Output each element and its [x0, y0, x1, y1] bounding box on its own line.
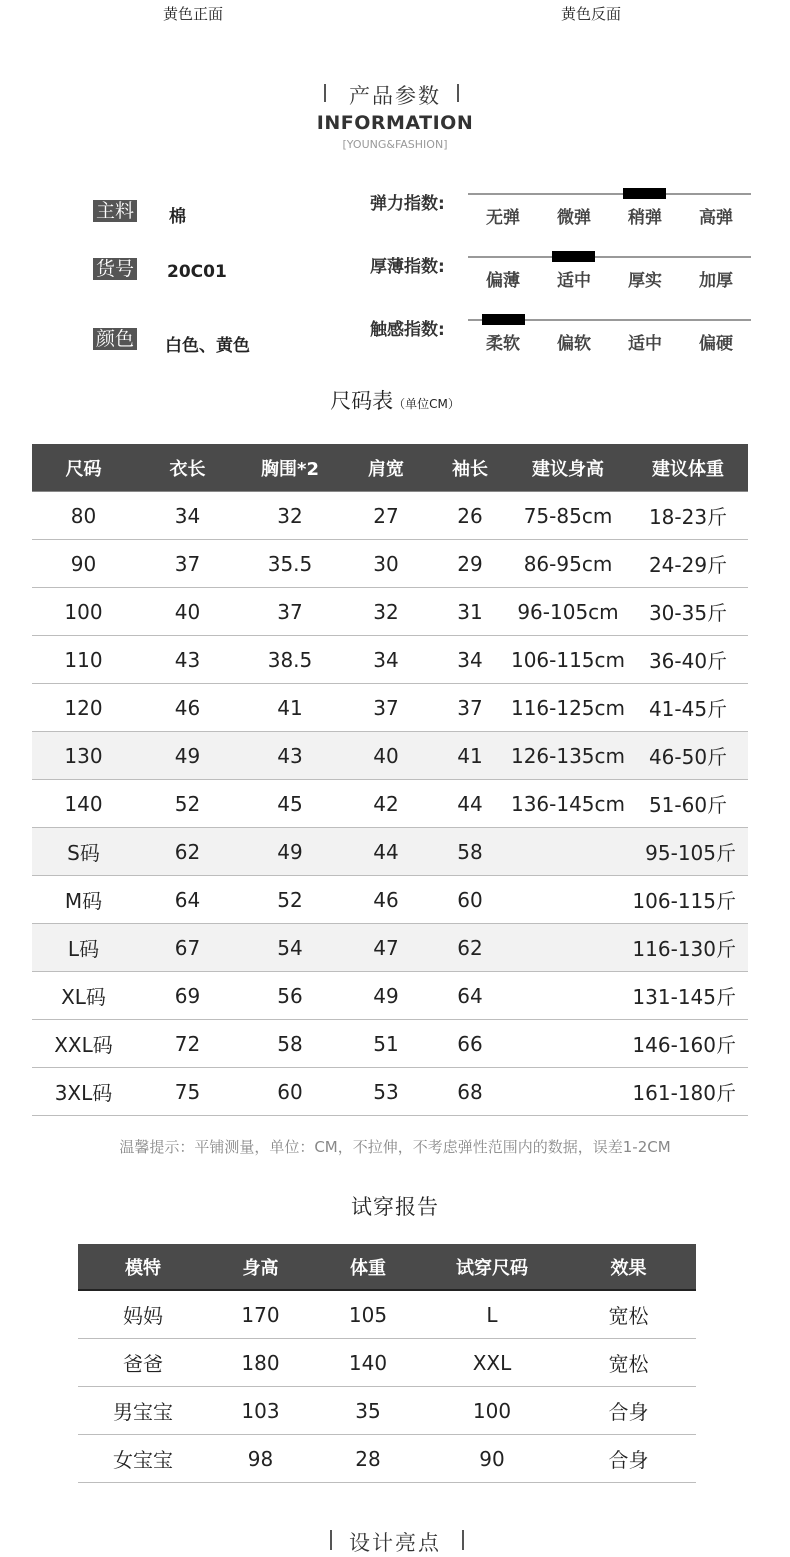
table-row: [32, 1068, 748, 1116]
table-cell: 56: [240, 972, 340, 1020]
table-cell: 51-60斤: [628, 780, 748, 828]
info-title: 产品参数: [349, 84, 441, 108]
table-cell: 100: [423, 1387, 561, 1435]
scale-option: 偏薄: [486, 271, 520, 291]
column-header: 建议体重: [628, 444, 748, 492]
table-cell: XXL: [423, 1339, 561, 1387]
table-cell: 60: [240, 1068, 340, 1116]
table-cell: 49: [240, 828, 340, 876]
table-cell: 110: [32, 636, 135, 684]
table-cell: 44: [432, 780, 508, 828]
table-row: [32, 540, 748, 588]
scale-option: 厚实: [628, 271, 662, 291]
table-cell: 120: [32, 684, 135, 732]
info-tagline: [YOUNG&FASHION]: [342, 138, 448, 151]
table-row: [32, 972, 748, 1020]
size-table-header: [32, 444, 748, 492]
table-cell: 34: [432, 636, 508, 684]
table-cell: 180: [208, 1339, 313, 1387]
table-row: [78, 1290, 696, 1339]
spec-label: 货号: [93, 258, 137, 280]
table-row: [78, 1387, 696, 1435]
scale-option: 偏软: [557, 334, 591, 354]
table-cell: 合身: [561, 1435, 696, 1483]
table-cell: 34: [135, 492, 240, 540]
info-subtitle: INFORMATION: [316, 112, 474, 134]
table-cell: 58: [432, 828, 508, 876]
table-cell: 86-95cm: [508, 540, 628, 588]
table-cell: 28: [313, 1435, 423, 1483]
table-cell: 62: [432, 924, 508, 972]
table-cell: 116-130斤: [508, 924, 748, 972]
table-cell: 106-115cm: [508, 636, 628, 684]
spec-value: 白色、黄色: [165, 336, 250, 356]
table-cell: 37: [432, 684, 508, 732]
table-cell: 68: [432, 1068, 508, 1116]
table-cell: 37: [135, 540, 240, 588]
table-cell: 男宝宝: [78, 1387, 208, 1435]
table-cell: 41-45斤: [628, 684, 748, 732]
table-cell: 58: [240, 1020, 340, 1068]
table-cell: 38.5: [240, 636, 340, 684]
table-cell: 62: [135, 828, 240, 876]
table-cell: 51: [340, 1020, 432, 1068]
thickness-marker: [552, 251, 595, 262]
table-cell: 49: [135, 732, 240, 780]
spec-value: 棉: [169, 207, 186, 227]
table-cell: 75: [135, 1068, 240, 1116]
table-cell: 37: [240, 588, 340, 636]
table-cell: 146-160斤: [508, 1020, 748, 1068]
table-cell: 44: [340, 828, 432, 876]
table-cell: 宽松: [561, 1339, 696, 1387]
spec-value: 20C01: [167, 262, 227, 282]
table-cell: 34: [340, 636, 432, 684]
table-cell: 64: [432, 972, 508, 1020]
table-cell: 30-35斤: [628, 588, 748, 636]
table-cell: 31: [432, 588, 508, 636]
scale-line: [468, 256, 751, 258]
table-cell: 36-40斤: [628, 636, 748, 684]
column-header: 建议身高: [508, 444, 628, 492]
table-cell: 66: [432, 1020, 508, 1068]
table-cell: XXL码: [32, 1020, 135, 1068]
table-cell: 46: [340, 876, 432, 924]
table-cell: 52: [135, 780, 240, 828]
table-cell: 96-105cm: [508, 588, 628, 636]
try-report-title: 试穿报告: [351, 1195, 439, 1219]
table-cell: 43: [240, 732, 340, 780]
scale-option: 微弹: [557, 208, 591, 228]
table-cell: 52: [240, 876, 340, 924]
size-table: [32, 444, 748, 1116]
table-cell: M码: [32, 876, 135, 924]
elasticity-marker: [623, 188, 666, 199]
column-header: 模特: [78, 1244, 208, 1290]
table-cell: 116-125cm: [508, 684, 628, 732]
column-header: 袖长: [432, 444, 508, 492]
table-row: [78, 1339, 696, 1387]
design-title: 设计亮点: [349, 1531, 441, 1555]
table-cell: 161-180斤: [508, 1068, 748, 1116]
table-cell: 42: [340, 780, 432, 828]
table-cell: 69: [135, 972, 240, 1020]
spec-item: [93, 257, 137, 282]
table-cell: 130: [32, 732, 135, 780]
spec-label: 主料: [93, 200, 137, 222]
try-table-header: [78, 1244, 696, 1290]
table-cell: 43: [135, 636, 240, 684]
try-table: [78, 1244, 696, 1483]
table-row: [32, 684, 748, 732]
table-cell: 98: [208, 1435, 313, 1483]
table-cell: 37: [340, 684, 432, 732]
table-cell: 29: [432, 540, 508, 588]
table-cell: 140: [313, 1339, 423, 1387]
column-header: 肩宽: [340, 444, 432, 492]
table-cell: 40: [135, 588, 240, 636]
table-cell: 95-105斤: [508, 828, 748, 876]
column-header: 试穿尺码: [423, 1244, 561, 1290]
spec-item: [93, 199, 137, 224]
table-cell: 100: [32, 588, 135, 636]
size-chart-heading: 尺码表: [330, 389, 394, 413]
table-cell: 宽松: [561, 1290, 696, 1339]
column-header: 身高: [208, 1244, 313, 1290]
table-cell: 90: [423, 1435, 561, 1483]
table-cell: 90: [32, 540, 135, 588]
table-cell: 54: [240, 924, 340, 972]
table-row: [32, 780, 748, 828]
table-cell: L码: [32, 924, 135, 972]
table-cell: 60: [432, 876, 508, 924]
table-cell: 64: [135, 876, 240, 924]
table-cell: 140: [32, 780, 135, 828]
scale-option: 高弹: [699, 208, 733, 228]
column-header: 尺码: [32, 444, 135, 492]
thickness-label: 厚薄指数:: [370, 257, 445, 277]
scale-option: 无弹: [486, 208, 520, 228]
column-header: 效果: [561, 1244, 696, 1290]
table-cell: 41: [432, 732, 508, 780]
table-cell: 41: [240, 684, 340, 732]
table-row: [32, 492, 748, 540]
table-cell: 103: [208, 1387, 313, 1435]
table-cell: 32: [340, 588, 432, 636]
table-cell: 106-115斤: [508, 876, 748, 924]
title-bar-right: [457, 84, 459, 102]
table-cell: 105: [313, 1290, 423, 1339]
table-cell: 合身: [561, 1387, 696, 1435]
spec-item: [93, 327, 137, 352]
scale-line: [468, 193, 751, 195]
elasticity-label: 弹力指数:: [370, 194, 445, 214]
spec-label: 颜色: [93, 328, 137, 350]
back-caption: 黄色反面: [561, 5, 622, 23]
size-chart-unit: （单位CM）: [393, 397, 460, 411]
table-row: [32, 732, 748, 780]
table-cell: 26: [432, 492, 508, 540]
title-bar-right: [462, 1530, 464, 1550]
column-header: 衣长: [135, 444, 240, 492]
table-cell: 170: [208, 1290, 313, 1339]
table-cell: 67: [135, 924, 240, 972]
scale-option: 适中: [557, 271, 591, 291]
table-cell: 30: [340, 540, 432, 588]
table-cell: L: [423, 1290, 561, 1339]
touch-label: 触感指数:: [370, 320, 445, 340]
table-cell: 131-145斤: [508, 972, 748, 1020]
front-caption: 黄色正面: [163, 5, 224, 23]
table-cell: 53: [340, 1068, 432, 1116]
table-cell: 32: [240, 492, 340, 540]
table-cell: 爸爸: [78, 1339, 208, 1387]
table-cell: 35.5: [240, 540, 340, 588]
touch-marker: [482, 314, 525, 325]
table-cell: 35: [313, 1387, 423, 1435]
table-row: [78, 1435, 696, 1483]
table-row: [32, 924, 748, 972]
table-row: [32, 876, 748, 924]
table-cell: 46: [135, 684, 240, 732]
table-cell: 72: [135, 1020, 240, 1068]
table-row: [32, 588, 748, 636]
scale-option: 稍弹: [628, 208, 662, 228]
table-cell: 49: [340, 972, 432, 1020]
table-cell: XL码: [32, 972, 135, 1020]
column-header: 体重: [313, 1244, 423, 1290]
size-chart-title: [0, 385, 790, 415]
table-cell: S码: [32, 828, 135, 876]
scale-option: 柔软: [486, 334, 520, 354]
table-row: [32, 1020, 748, 1068]
size-note: 温馨提示：平铺测量，单位：CM，不拉伸，不考虑弹性范围内的数据，误差1-2CM: [119, 1138, 671, 1156]
table-cell: 3XL码: [32, 1068, 135, 1116]
table-cell: 27: [340, 492, 432, 540]
table-row: [32, 636, 748, 684]
column-header: 胸围*2: [240, 444, 340, 492]
table-cell: 18-23斤: [628, 492, 748, 540]
table-cell: 24-29斤: [628, 540, 748, 588]
table-cell: 45: [240, 780, 340, 828]
table-cell: 136-145cm: [508, 780, 628, 828]
table-cell: 40: [340, 732, 432, 780]
table-cell: 妈妈: [78, 1290, 208, 1339]
scale-option: 适中: [628, 334, 662, 354]
scale-option: 加厚: [699, 271, 733, 291]
scale-option: 偏硬: [699, 334, 733, 354]
table-cell: 女宝宝: [78, 1435, 208, 1483]
table-cell: 47: [340, 924, 432, 972]
table-cell: 46-50斤: [628, 732, 748, 780]
table-cell: 80: [32, 492, 135, 540]
table-cell: 75-85cm: [508, 492, 628, 540]
table-row: [32, 828, 748, 876]
table-cell: 126-135cm: [508, 732, 628, 780]
